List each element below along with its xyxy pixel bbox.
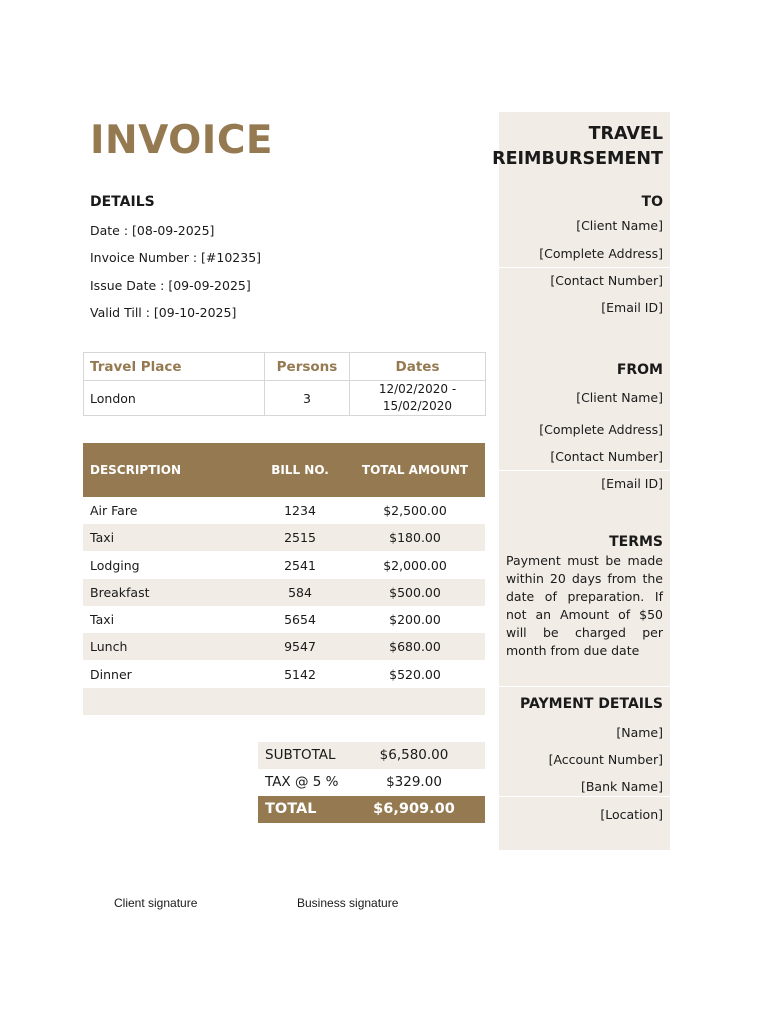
- to-client-name: [Client Name]: [576, 218, 663, 233]
- item-bill-no: 2541: [284, 558, 316, 573]
- dates-start: 12/02/2020 -: [378, 382, 457, 396]
- subtotal-label: SUBTOTAL: [265, 747, 336, 763]
- to-heading: TO: [641, 194, 663, 210]
- from-email: [Email ID]: [601, 476, 663, 491]
- details-heading: DETAILS: [90, 194, 155, 210]
- header-dates: Dates: [350, 353, 486, 381]
- item-description: Taxi: [90, 612, 115, 627]
- item-bill-no: 1234: [284, 503, 316, 518]
- table-row: [83, 552, 485, 579]
- title-line-2: REIMBURSEMENT: [492, 149, 663, 169]
- item-amount: $520.00: [389, 667, 441, 682]
- item-description: Lunch: [90, 639, 128, 654]
- sidebar-panel: [492, 112, 670, 850]
- payment-bank-name: [Bank Name]: [580, 779, 663, 794]
- table-row: [84, 381, 486, 416]
- total-row: [258, 796, 485, 823]
- item-amount: $200.00: [389, 612, 441, 627]
- table-row: [83, 661, 485, 688]
- subtotal-row: [258, 742, 485, 769]
- document-type-title: [492, 122, 663, 172]
- items-table-header: [83, 443, 485, 497]
- valid-till: Valid Till : [09-10-2025]: [90, 305, 237, 320]
- item-description: Air Fare: [90, 503, 138, 518]
- payment-account-number: [Account Number]: [548, 752, 663, 767]
- payment-details-heading: PAYMENT DETAILS: [520, 696, 663, 712]
- item-amount: $180.00: [389, 530, 441, 545]
- dates-end: 15/02/2020: [382, 399, 453, 413]
- travel-table-header: [84, 353, 486, 381]
- to-contact: [Contact Number]: [550, 273, 663, 288]
- invoice-number: Invoice Number : [#10235]: [90, 250, 262, 265]
- tax-row: [258, 769, 485, 796]
- item-bill-no: 5142: [284, 667, 316, 682]
- divider: [499, 796, 670, 797]
- invoice-title: INVOICE: [90, 118, 274, 163]
- empty-table-row: [83, 688, 485, 715]
- business-signature-label: Business signature: [297, 896, 399, 910]
- tax-label: TAX @ 5 %: [265, 774, 339, 790]
- travel-place-value: London: [84, 381, 265, 416]
- item-bill-no: 9547: [284, 639, 316, 654]
- header-persons: Persons: [265, 353, 350, 381]
- header-total-amount: TOTAL AMOUNT: [361, 463, 469, 477]
- item-description: Dinner: [90, 667, 132, 682]
- to-email: [Email ID]: [601, 300, 663, 315]
- travel-table: [83, 352, 486, 416]
- to-address: [Complete Address]: [539, 246, 663, 261]
- item-bill-no: 5654: [284, 612, 316, 627]
- item-amount: $500.00: [389, 585, 441, 600]
- from-heading: FROM: [616, 362, 663, 378]
- table-row: [83, 497, 485, 524]
- payment-location: [Location]: [600, 807, 663, 822]
- invoice-date: Date : [08-09-2025]: [90, 223, 215, 238]
- divider: [499, 267, 670, 268]
- total-value: $6,909.00: [373, 801, 455, 817]
- header-travel-place: Travel Place: [84, 353, 265, 381]
- total-label: TOTAL: [265, 801, 317, 817]
- divider: [499, 470, 670, 471]
- item-amount: $2,000.00: [383, 558, 447, 573]
- from-contact: [Contact Number]: [550, 449, 663, 464]
- item-bill-no: 584: [288, 585, 312, 600]
- from-client-name: [Client Name]: [576, 390, 663, 405]
- item-amount: $2,500.00: [383, 503, 447, 518]
- header-bill-no: BILL NO.: [271, 463, 329, 477]
- dates-value: [350, 381, 486, 416]
- item-amount: $680.00: [389, 639, 441, 654]
- divider: [499, 686, 670, 687]
- header-description: DESCRIPTION: [90, 463, 182, 477]
- terms-heading: TERMS: [609, 534, 663, 550]
- table-row: [83, 524, 485, 551]
- item-description: Taxi: [90, 530, 115, 545]
- title-line-1: TRAVEL: [588, 124, 663, 144]
- persons-value: 3: [265, 381, 350, 416]
- tax-value: $329.00: [386, 774, 442, 790]
- terms-text: Payment must be made within 20 days from the date of preparation. If not an Amount of $50 will be charged per month from due date: [506, 553, 663, 658]
- client-signature-label: Client signature: [114, 896, 198, 910]
- item-description: Breakfast: [90, 585, 150, 600]
- item-description: Lodging: [90, 558, 140, 573]
- table-row: [83, 633, 485, 660]
- item-bill-no: 2515: [284, 530, 316, 545]
- payment-name: [Name]: [616, 725, 663, 740]
- table-row: [83, 579, 485, 606]
- issue-date: Issue Date : [09-09-2025]: [90, 278, 251, 293]
- from-address: [Complete Address]: [539, 422, 663, 437]
- table-row: [83, 606, 485, 633]
- subtotal-value: $6,580.00: [379, 747, 449, 763]
